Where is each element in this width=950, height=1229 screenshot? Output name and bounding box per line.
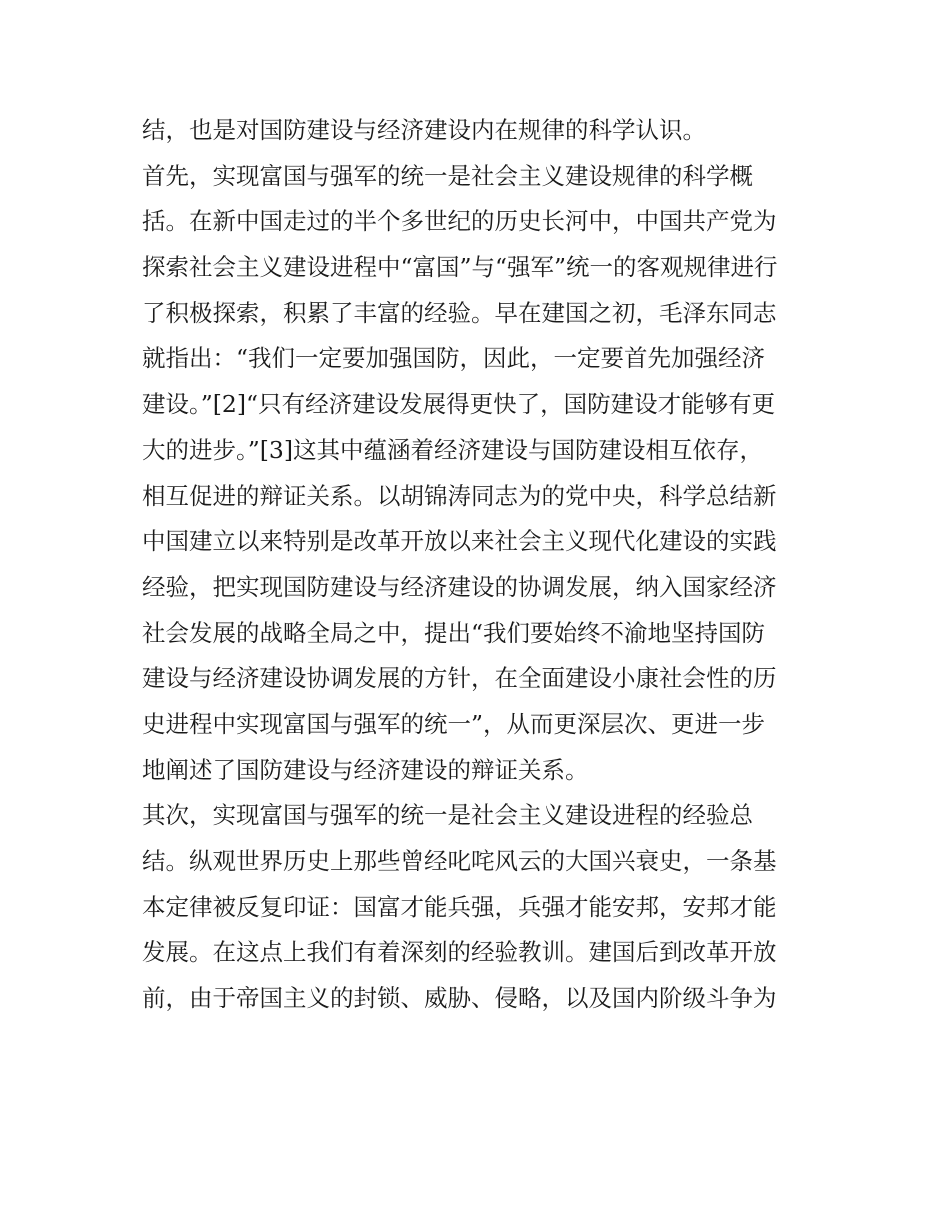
text-line: 其次，实现富国与强军的统一是社会主义建设进程的经验总 [142, 801, 753, 830]
text-line: 结，也是对国防建设与经济建设内在规律的科学认识。 [142, 116, 706, 144]
text-line: 相互促进的辩证关系。以胡锦涛同志为的党中央，科学总结新 [142, 481, 777, 510]
text-line: 中国建立以来特别是改革开放以来社会主义现代化建设的实践 [142, 527, 777, 556]
text-line: 发展。在这点上我们有着深刻的经验教训。建国后到改革开放 [142, 938, 777, 967]
body-text [142, 108, 822, 1022]
text-line: 经验，把实现国防建设与经济建设的协调发展，纳入国家经济 [142, 572, 777, 601]
text-line: 史进程中实现富国与强军的统一”，从而更深层次、更进一步 [142, 709, 766, 738]
text-line: 就指出：“我们一定要加强国防，因此，一定要首先加强经济 [142, 344, 766, 373]
text-line: 了积极探索，积累了丰富的经验。早在建国之初，毛泽东同志 [142, 298, 777, 327]
text-line: 首先，实现富国与强军的统一是社会主义建设规律的科学概 [142, 161, 753, 190]
text-line: 大的进步。”[3]这其中蕴涵着经济建设与国防建设相互依存， [142, 435, 764, 464]
text-line: 建设。”[2]“只有经济建设发展得更快了，国防建设才能够有更 [142, 390, 776, 419]
text-line: 前，由于帝国主义的封锁、威胁、侵略，以及国内阶级斗争为 [142, 984, 777, 1013]
text-line: 建设与经济建设协调发展的方针，在全面建设小康社会性的历 [142, 664, 777, 693]
text-line: 括。在新中国走过的半个多世纪的历史长河中，中国共产党为 [142, 207, 777, 236]
text-line: 结。纵观世界历史上那些曾经叱咤风云的大国兴衰史，一条基 [142, 847, 777, 875]
text-line: 本定律被反复印证：国富才能兵强，兵强才能安邦，安邦才能 [142, 892, 777, 921]
text-line: 探索社会主义建设进程中“富国”与“强军”统一的客观规律进行 [142, 253, 778, 282]
text-line: 地阐述了国防建设与经济建设的辩证关系。 [142, 755, 589, 784]
text-line: 社会发展的战略全局之中，提出“我们要始终不渝地坚持国防 [142, 618, 766, 647]
